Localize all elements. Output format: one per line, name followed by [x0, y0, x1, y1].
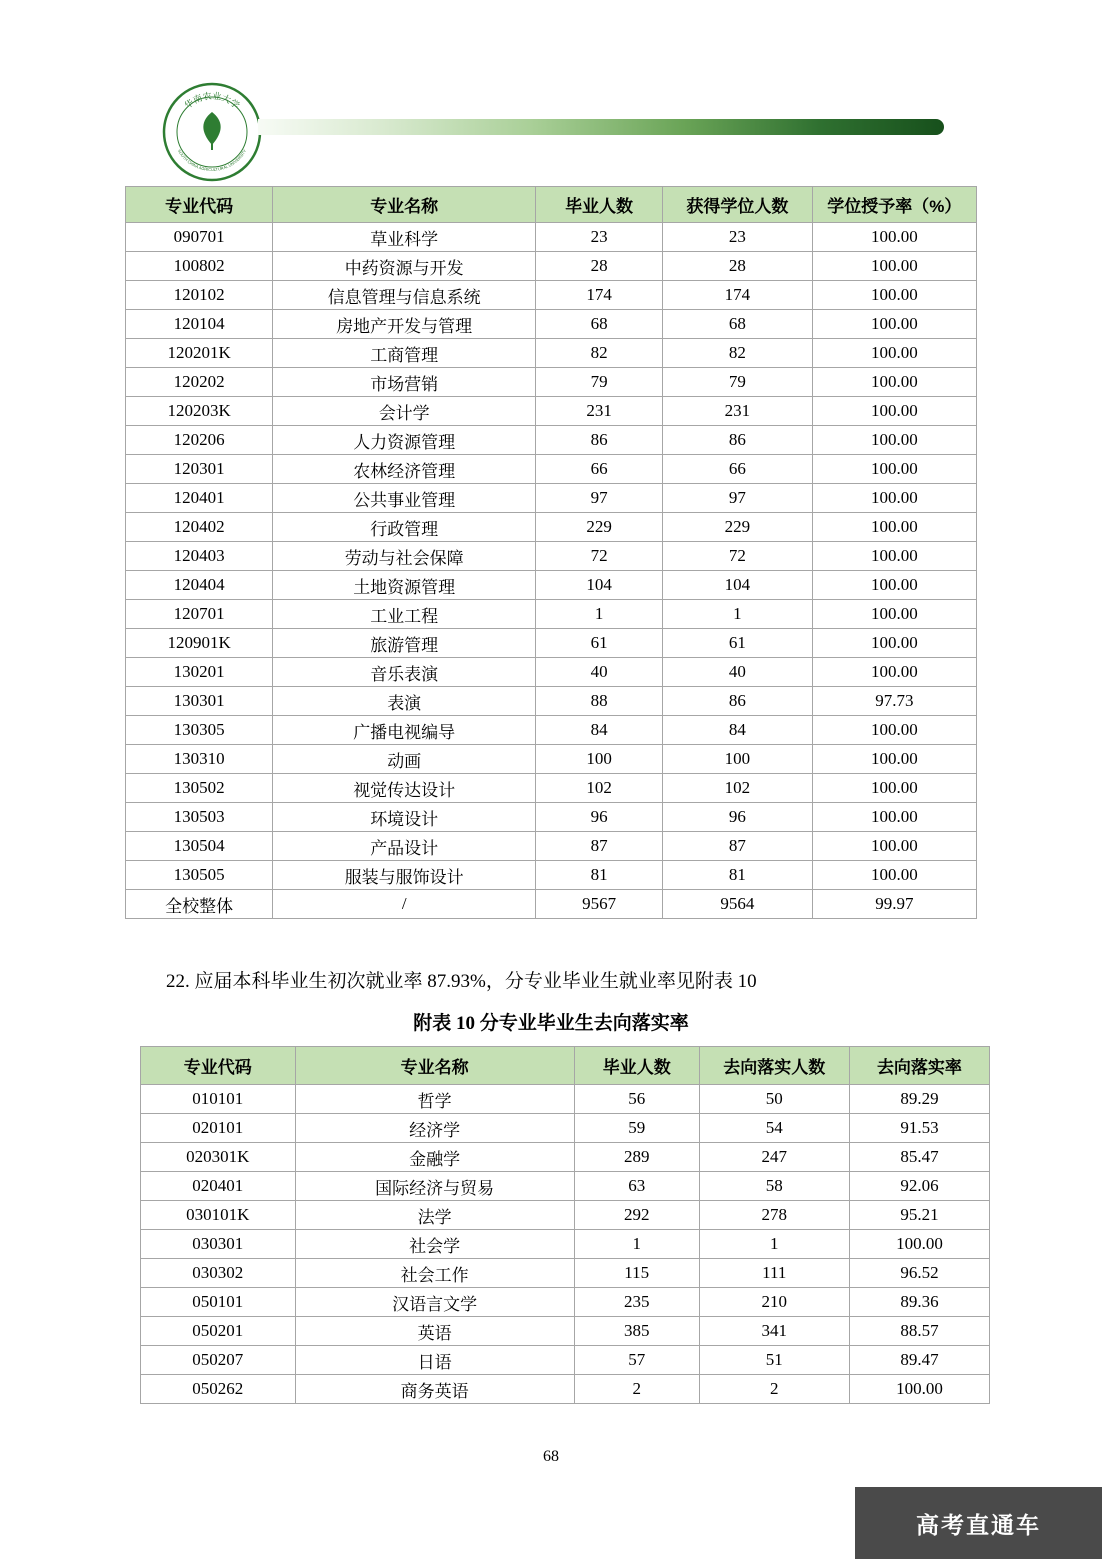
table-cell: 音乐表演	[273, 658, 536, 687]
column-header: 专业代码	[126, 187, 273, 223]
table-cell: 111	[699, 1259, 849, 1288]
watermark-text: 高考直通车	[916, 1511, 1041, 1538]
table-cell: 63	[574, 1172, 699, 1201]
table-cell: 72	[536, 542, 663, 571]
table-row	[126, 368, 977, 397]
table-cell: 88	[536, 687, 663, 716]
table-cell: 85.47	[849, 1143, 989, 1172]
table-header-row	[141, 1047, 990, 1085]
table-cell: 247	[699, 1143, 849, 1172]
table-row	[126, 223, 977, 252]
table-cell: 385	[574, 1317, 699, 1346]
column-header: 去向落实率	[849, 1047, 989, 1085]
table-cell: 120206	[126, 426, 273, 455]
table-cell: 130503	[126, 803, 273, 832]
table-cell: 97	[662, 484, 812, 513]
placement-rate-table	[140, 1046, 990, 1404]
table-row	[126, 803, 977, 832]
table-cell: 100.00	[812, 223, 976, 252]
table-cell: 59	[574, 1114, 699, 1143]
table-row	[126, 455, 977, 484]
table-cell: 100.00	[812, 339, 976, 368]
table-cell: 231	[536, 397, 663, 426]
table-cell: 100.00	[812, 571, 976, 600]
table-cell: 100.00	[812, 745, 976, 774]
table-cell: 68	[536, 310, 663, 339]
table-cell: 100.00	[812, 658, 976, 687]
table-cell: 50	[699, 1085, 849, 1114]
table-cell: 40	[662, 658, 812, 687]
table-cell: 020301K	[141, 1143, 296, 1172]
table-cell: 120901K	[126, 629, 273, 658]
table-cell: 020401	[141, 1172, 296, 1201]
table-cell: 120202	[126, 368, 273, 397]
table-cell: 100.00	[812, 252, 976, 281]
column-header: 学位授予率（%）	[812, 187, 976, 223]
table-cell: 1	[536, 600, 663, 629]
table-cell: 79	[536, 368, 663, 397]
table-cell: 61	[536, 629, 663, 658]
table-cell: 289	[574, 1143, 699, 1172]
table-cell: 广播电视编导	[273, 716, 536, 745]
table-row	[126, 571, 977, 600]
table-cell: /	[273, 890, 536, 919]
table-cell: 88.57	[849, 1317, 989, 1346]
table-cell: 79	[662, 368, 812, 397]
table-cell: 表演	[273, 687, 536, 716]
table-cell: 100802	[126, 252, 273, 281]
table-cell: 100.00	[849, 1230, 989, 1259]
table-cell: 99.97	[812, 890, 976, 919]
table-cell: 2	[574, 1375, 699, 1404]
table-cell: 中药资源与开发	[273, 252, 536, 281]
table-row	[141, 1172, 990, 1201]
table-row	[126, 716, 977, 745]
column-header: 专业名称	[295, 1047, 574, 1085]
table-header-row	[126, 187, 977, 223]
table-cell: 哲学	[295, 1085, 574, 1114]
table-row	[141, 1114, 990, 1143]
table-cell: 104	[536, 571, 663, 600]
table-row	[141, 1085, 990, 1114]
table-cell: 1	[574, 1230, 699, 1259]
table-row	[126, 832, 977, 861]
table-cell: 100.00	[812, 397, 976, 426]
table-cell: 120102	[126, 281, 273, 310]
column-header: 毕业人数	[536, 187, 663, 223]
table-cell: 100.00	[812, 629, 976, 658]
table-cell: 57	[574, 1346, 699, 1375]
table-cell: 100.00	[812, 832, 976, 861]
table-cell: 229	[536, 513, 663, 542]
table-row	[126, 629, 977, 658]
table-row	[141, 1143, 990, 1172]
table-row	[126, 745, 977, 774]
table-cell: 9564	[662, 890, 812, 919]
table-cell: 劳动与社会保障	[273, 542, 536, 571]
employment-rate-paragraph: 22. 应届本科毕业生初次就业率 87.93%，分专业毕业生就业率见附表 10	[166, 971, 757, 992]
table-row	[141, 1288, 990, 1317]
table-cell: 100.00	[812, 774, 976, 803]
table-cell: 人力资源管理	[273, 426, 536, 455]
table-cell: 40	[536, 658, 663, 687]
table-row	[126, 426, 977, 455]
column-header: 毕业人数	[574, 1047, 699, 1085]
table-cell: 102	[662, 774, 812, 803]
degree-award-table	[125, 186, 977, 919]
table-cell: 120201K	[126, 339, 273, 368]
table-cell: 54	[699, 1114, 849, 1143]
table-cell: 96	[662, 803, 812, 832]
table-cell: 130305	[126, 716, 273, 745]
column-header: 去向落实人数	[699, 1047, 849, 1085]
table-cell: 法学	[295, 1201, 574, 1230]
table-row	[126, 281, 977, 310]
table-cell: 经济学	[295, 1114, 574, 1143]
table-cell: 56	[574, 1085, 699, 1114]
table-cell: 2	[699, 1375, 849, 1404]
table-row	[141, 1317, 990, 1346]
table-cell: 89.29	[849, 1085, 989, 1114]
table-row	[126, 658, 977, 687]
table-cell: 120104	[126, 310, 273, 339]
logo-bottom-text: SOUTH CHINA AGRICULTURAL UNIVERSITY	[176, 148, 248, 173]
table-cell: 23	[662, 223, 812, 252]
table-row	[126, 774, 977, 803]
column-header: 获得学位人数	[662, 187, 812, 223]
table-cell: 环境设计	[273, 803, 536, 832]
table-cell: 28	[662, 252, 812, 281]
table-cell: 130504	[126, 832, 273, 861]
table-cell: 120701	[126, 600, 273, 629]
header-gradient-bar	[258, 119, 944, 135]
table-cell: 日语	[295, 1346, 574, 1375]
watermark-banner	[855, 1487, 1102, 1559]
table-cell: 174	[536, 281, 663, 310]
table-cell: 100.00	[812, 368, 976, 397]
table-cell: 100.00	[849, 1375, 989, 1404]
table-cell: 104	[662, 571, 812, 600]
table-row	[126, 484, 977, 513]
table-cell: 68	[662, 310, 812, 339]
table-cell: 130310	[126, 745, 273, 774]
table-cell: 84	[662, 716, 812, 745]
table-cell: 全校整体	[126, 890, 273, 919]
table-cell: 51	[699, 1346, 849, 1375]
table-cell: 61	[662, 629, 812, 658]
table-cell: 1	[662, 600, 812, 629]
table-cell: 工商管理	[273, 339, 536, 368]
table-row	[126, 397, 977, 426]
table-cell: 86	[662, 426, 812, 455]
table-row	[126, 600, 977, 629]
table-row	[126, 890, 977, 919]
table-cell: 9567	[536, 890, 663, 919]
table-cell: 210	[699, 1288, 849, 1317]
table-cell: 28	[536, 252, 663, 281]
table-row	[126, 861, 977, 890]
table-cell: 97	[536, 484, 663, 513]
table-cell: 81	[536, 861, 663, 890]
table-cell: 动画	[273, 745, 536, 774]
table-cell: 国际经济与贸易	[295, 1172, 574, 1201]
table-cell: 96.52	[849, 1259, 989, 1288]
table-cell: 120402	[126, 513, 273, 542]
table-cell: 100.00	[812, 310, 976, 339]
table-row	[126, 252, 977, 281]
table-cell: 97.73	[812, 687, 976, 716]
logo-top-text: 华南农业大学	[182, 90, 242, 111]
table-cell: 292	[574, 1201, 699, 1230]
table-cell: 100.00	[812, 542, 976, 571]
table-cell: 120403	[126, 542, 273, 571]
table-cell: 行政管理	[273, 513, 536, 542]
table-cell: 58	[699, 1172, 849, 1201]
placement-table-title: 附表 10 分专业毕业生去向落实率	[413, 1013, 689, 1034]
page-number: 68	[543, 1448, 559, 1465]
table-cell: 服装与服饰设计	[273, 861, 536, 890]
table-cell: 100	[536, 745, 663, 774]
table-cell: 工业工程	[273, 600, 536, 629]
table-cell: 82	[536, 339, 663, 368]
table-cell: 66	[536, 455, 663, 484]
table-cell: 81	[662, 861, 812, 890]
table-cell: 120301	[126, 455, 273, 484]
table-cell: 社会工作	[295, 1259, 574, 1288]
table-cell: 95.21	[849, 1201, 989, 1230]
table-cell: 会计学	[273, 397, 536, 426]
table-cell: 100.00	[812, 281, 976, 310]
table-cell: 120404	[126, 571, 273, 600]
table-cell: 92.06	[849, 1172, 989, 1201]
table-cell: 100.00	[812, 803, 976, 832]
table-cell: 23	[536, 223, 663, 252]
table-cell: 89.47	[849, 1346, 989, 1375]
table-cell: 汉语言文学	[295, 1288, 574, 1317]
table-cell: 050101	[141, 1288, 296, 1317]
table-cell: 信息管理与信息系统	[273, 281, 536, 310]
table-cell: 100.00	[812, 600, 976, 629]
table-cell: 66	[662, 455, 812, 484]
table-cell: 公共事业管理	[273, 484, 536, 513]
table-cell: 商务英语	[295, 1375, 574, 1404]
table-cell: 010101	[141, 1085, 296, 1114]
table-cell: 115	[574, 1259, 699, 1288]
table-cell: 341	[699, 1317, 849, 1346]
table-cell: 100	[662, 745, 812, 774]
column-header: 专业名称	[273, 187, 536, 223]
table-cell: 278	[699, 1201, 849, 1230]
table-cell: 050262	[141, 1375, 296, 1404]
table-row	[126, 542, 977, 571]
table-cell: 87	[536, 832, 663, 861]
table-cell: 100.00	[812, 484, 976, 513]
table-cell: 市场营销	[273, 368, 536, 397]
table-cell: 100.00	[812, 861, 976, 890]
table-cell: 229	[662, 513, 812, 542]
table-cell: 86	[536, 426, 663, 455]
table-cell: 100.00	[812, 513, 976, 542]
table-cell: 100.00	[812, 716, 976, 745]
table-cell: 84	[536, 716, 663, 745]
table-cell: 产品设计	[273, 832, 536, 861]
table-cell: 130201	[126, 658, 273, 687]
table-cell: 090701	[126, 223, 273, 252]
table-row	[141, 1201, 990, 1230]
table-cell: 1	[699, 1230, 849, 1259]
table-cell: 102	[536, 774, 663, 803]
table-cell: 050207	[141, 1346, 296, 1375]
table-cell: 86	[662, 687, 812, 716]
table-row	[141, 1375, 990, 1404]
table-cell: 91.53	[849, 1114, 989, 1143]
placement-rate-table-body	[141, 1085, 990, 1404]
table-cell: 130502	[126, 774, 273, 803]
table-cell: 100.00	[812, 426, 976, 455]
table-cell: 174	[662, 281, 812, 310]
table-cell: 030101K	[141, 1201, 296, 1230]
table-row	[141, 1346, 990, 1375]
table-cell: 旅游管理	[273, 629, 536, 658]
table-cell: 050201	[141, 1317, 296, 1346]
table-cell: 020101	[141, 1114, 296, 1143]
table-cell: 82	[662, 339, 812, 368]
table-cell: 89.36	[849, 1288, 989, 1317]
table-cell: 130301	[126, 687, 273, 716]
table-cell: 96	[536, 803, 663, 832]
table-cell: 社会学	[295, 1230, 574, 1259]
column-header: 专业代码	[141, 1047, 296, 1085]
table-row	[126, 513, 977, 542]
table-cell: 231	[662, 397, 812, 426]
table-cell: 草业科学	[273, 223, 536, 252]
table-cell: 房地产开发与管理	[273, 310, 536, 339]
table-cell: 72	[662, 542, 812, 571]
table-row	[126, 310, 977, 339]
table-cell: 视觉传达设计	[273, 774, 536, 803]
table-row	[141, 1259, 990, 1288]
table-cell: 金融学	[295, 1143, 574, 1172]
table-cell: 英语	[295, 1317, 574, 1346]
table-row	[126, 687, 977, 716]
table-row	[141, 1230, 990, 1259]
degree-award-table-body	[126, 223, 977, 919]
table-cell: 030301	[141, 1230, 296, 1259]
table-cell: 87	[662, 832, 812, 861]
table-cell: 120401	[126, 484, 273, 513]
university-logo-icon	[162, 82, 262, 182]
table-cell: 土地资源管理	[273, 571, 536, 600]
table-cell: 235	[574, 1288, 699, 1317]
table-cell: 130505	[126, 861, 273, 890]
table-cell: 100.00	[812, 455, 976, 484]
table-row	[126, 339, 977, 368]
table-cell: 农林经济管理	[273, 455, 536, 484]
table-cell: 030302	[141, 1259, 296, 1288]
table-cell: 120203K	[126, 397, 273, 426]
